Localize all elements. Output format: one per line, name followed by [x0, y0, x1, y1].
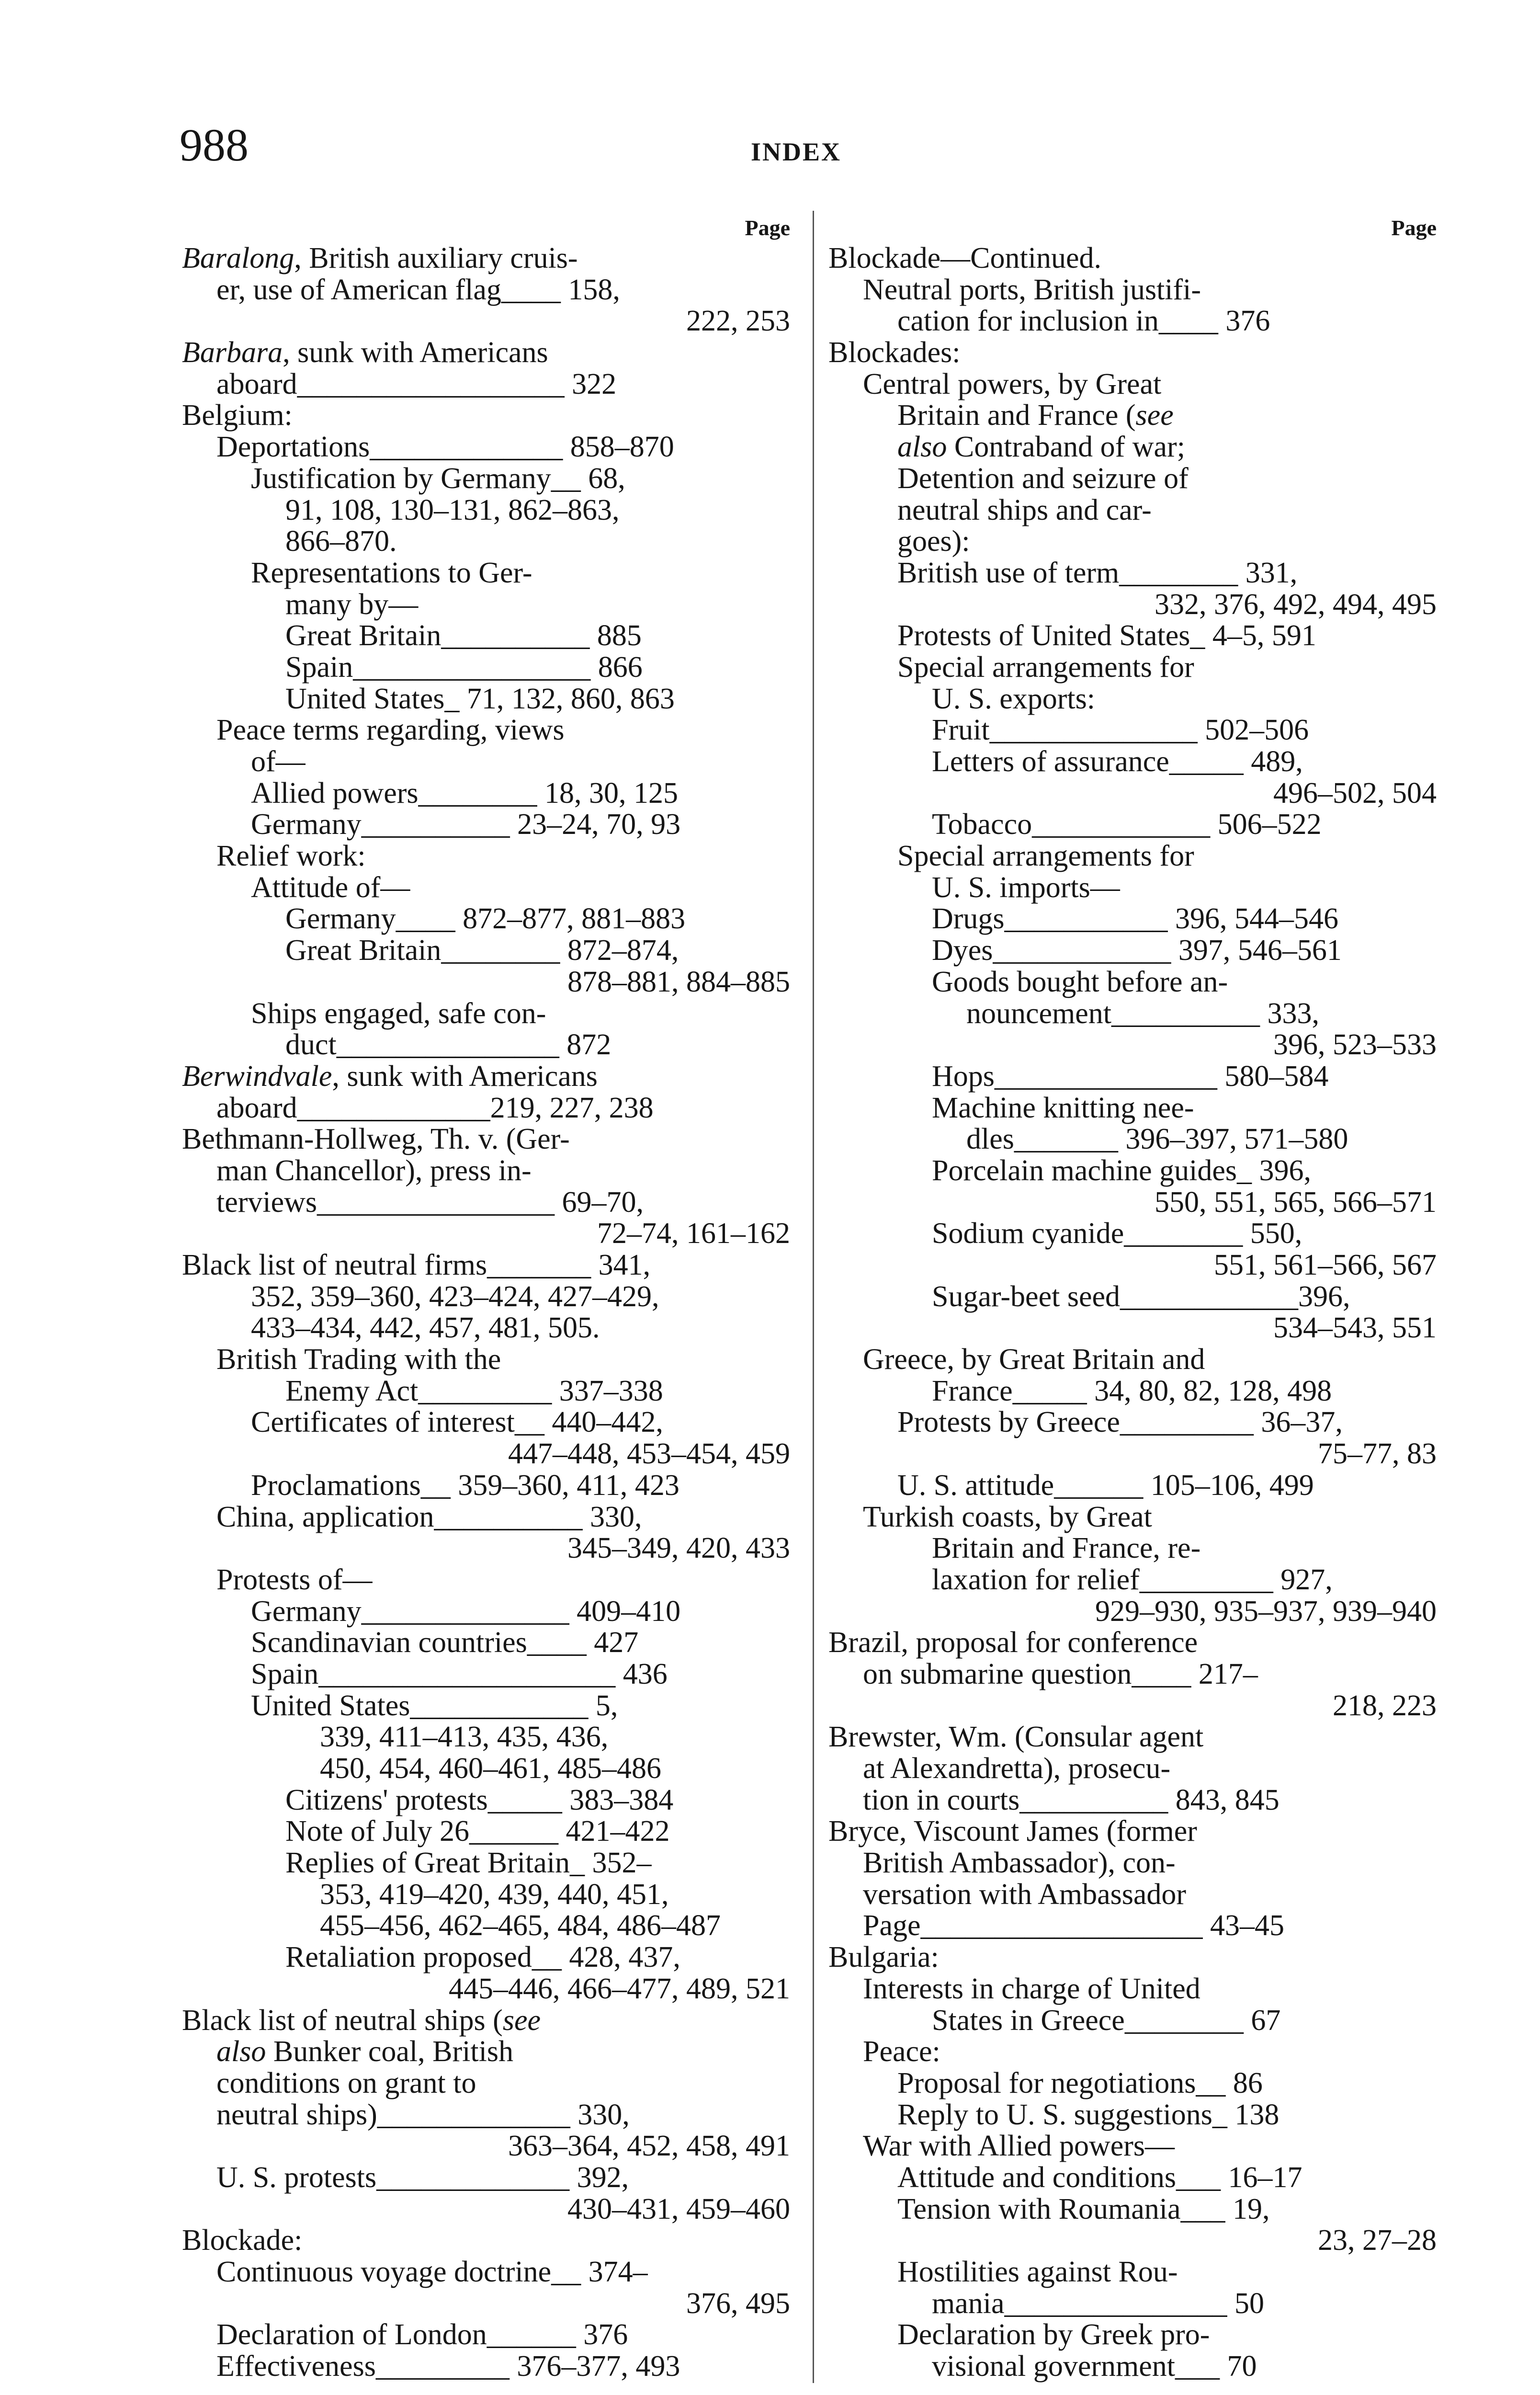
- index-line: Bethmann-Hollweg, Th. v. (Ger-: [182, 1123, 570, 1156]
- index-line: Replies of Great Britain_ 352–: [285, 1847, 652, 1880]
- index-line: 363–364, 452, 458, 491: [508, 2130, 790, 2163]
- index-line: also Contraband of war;: [897, 431, 1185, 464]
- index-line: terviews________________ 69–70,: [216, 1186, 644, 1219]
- index-line: Citizens' protests_____ 383–384: [285, 1783, 674, 1816]
- index-line: Peace:: [863, 2035, 940, 2068]
- index-line: Neutral ports, British justifi-: [863, 273, 1201, 306]
- index-line: Germany__________ 23–24, 70, 93: [251, 808, 681, 841]
- index-line: States in Greece________ 67: [932, 2004, 1281, 2037]
- index-line: Spain____________________ 436: [251, 1657, 668, 1690]
- index-line: 551, 561–566, 567: [1214, 1249, 1437, 1281]
- index-line: laxation for relief_________ 927,: [932, 1563, 1333, 1596]
- index-line: Reply to U. S. suggestions_ 138: [897, 2098, 1280, 2131]
- index-line: Proposal for negotiations__ 86: [897, 2066, 1263, 2099]
- index-line: Peace terms regarding, views: [216, 714, 565, 747]
- index-line: cation for inclusion in____ 376: [897, 305, 1270, 338]
- index-line: British Trading with the: [216, 1343, 501, 1376]
- index-line: Britain and France, re-: [932, 1532, 1201, 1565]
- index-line: er, use of American flag____ 158,: [216, 273, 620, 306]
- index-line: Central powers, by Great: [863, 367, 1162, 400]
- page-column-label: Page: [745, 216, 790, 240]
- column-divider: [813, 211, 814, 2383]
- index-line: Protests of—: [216, 1563, 373, 1596]
- index-line: Tension with Roumania___ 19,: [897, 2192, 1270, 2225]
- index-line: Sodium cyanide________ 550,: [932, 1217, 1302, 1250]
- index-line: 339, 411–413, 435, 436,: [320, 1721, 609, 1754]
- index-line: Brewster, Wm. (Consular agent: [828, 1721, 1204, 1754]
- index-line: Deportations_____________ 858–870: [216, 431, 674, 464]
- index-line: 496–502, 504: [1273, 776, 1437, 810]
- index-line: 445–446, 466–477, 489, 521: [449, 1972, 790, 2005]
- index-line: British use of term________ 331,: [897, 556, 1298, 589]
- index-line: 376, 495: [686, 2287, 790, 2320]
- index-line: Protests of United States_ 4–5, 591: [897, 619, 1316, 652]
- index-line: Special arrangements for: [897, 650, 1194, 684]
- index-line: Berwindvale, sunk with Americans: [182, 1060, 598, 1093]
- index-line: United States____________ 5,: [251, 1689, 618, 1722]
- index-line: 23, 27–28: [1318, 2224, 1437, 2257]
- index-line: 866–870.: [285, 525, 397, 558]
- index-line: 72–74, 161–162: [597, 1217, 790, 1250]
- index-line: Machine knitting nee-: [932, 1091, 1194, 1124]
- index-line: Retaliation proposed__ 428, 437,: [285, 1941, 680, 1974]
- index-line: 332, 376, 492, 494, 495: [1155, 588, 1437, 621]
- index-column-right: [828, 213, 1437, 2383]
- index-line: conditions on grant to: [216, 2066, 476, 2099]
- index-line: 75–77, 83: [1318, 1437, 1437, 1471]
- index-line: 353, 419–420, 439, 440, 451,: [320, 1878, 669, 1911]
- index-line: duct_______________ 872: [285, 1028, 611, 1061]
- index-line: 352, 359–360, 423–424, 427–429,: [251, 1280, 659, 1313]
- index-line: Hops_______________ 580–584: [932, 1060, 1329, 1093]
- index-line: Greece, by Great Britain and: [863, 1343, 1205, 1376]
- page-column-label: Page: [1391, 216, 1437, 240]
- index-line: Bryce, Viscount James (former: [828, 1815, 1197, 1848]
- index-line: 878–881, 884–885: [567, 965, 790, 998]
- index-line: Germany______________ 409–410: [251, 1595, 681, 1628]
- index-line: United States_ 71, 132, 860, 863: [285, 682, 675, 715]
- index-line: Declaration of London______ 376: [216, 2318, 628, 2351]
- index-line: Bulgaria:: [828, 1941, 939, 1974]
- index-line: 91, 108, 130–131, 862–863,: [285, 493, 620, 526]
- index-line: Blockade—Continued.: [828, 242, 1101, 274]
- index-line: Drugs___________ 396, 544–546: [932, 902, 1339, 935]
- index-line: Proclamations__ 359–360, 411, 423: [251, 1469, 679, 1502]
- index-line: aboard__________________ 322: [216, 367, 617, 400]
- index-line: neutral ships)_____________ 330,: [216, 2098, 630, 2131]
- index-line: Page___________________ 43–45: [863, 1909, 1285, 1942]
- index-line: 550, 551, 565, 566–571: [1155, 1186, 1437, 1219]
- index-line: Justification by Germany__ 68,: [251, 462, 625, 495]
- index-line: versation with Ambassador: [863, 1878, 1187, 1911]
- index-line: 447–448, 453–454, 459: [508, 1437, 790, 1471]
- index-line: Scandinavian countries____ 427: [251, 1626, 639, 1659]
- index-line: man Chancellor), press in-: [216, 1154, 532, 1187]
- index-line: Belgium:: [182, 399, 293, 432]
- index-line: Great Britain__________ 885: [285, 619, 642, 652]
- index-line: Blockades:: [828, 336, 961, 369]
- index-line: Letters of assurance_____ 489,: [932, 745, 1303, 778]
- index-line: 534–543, 551: [1273, 1312, 1437, 1345]
- index-line: dles_______ 396–397, 571–580: [966, 1123, 1348, 1156]
- index-line: Special arrangements for: [897, 840, 1194, 873]
- index-line: Enemy Act_________ 337–338: [285, 1374, 663, 1407]
- index-line: aboard_____________219, 227, 238: [216, 1091, 654, 1124]
- index-line: 455–456, 462–465, 484, 486–487: [320, 1909, 721, 1942]
- index-line: tion in courts__________ 843, 845: [863, 1783, 1280, 1816]
- index-line: Interests in charge of United: [863, 1972, 1200, 2005]
- index-line: 345–349, 420, 433: [567, 1532, 790, 1565]
- index-line: goes):: [897, 525, 970, 558]
- index-line: 218, 223: [1333, 1689, 1437, 1722]
- index-line: 433–434, 442, 457, 481, 505.: [251, 1312, 600, 1345]
- index-line: also Bunker coal, British: [216, 2035, 513, 2068]
- index-line: neutral ships and car-: [897, 493, 1152, 526]
- index-line: War with Allied powers—: [863, 2130, 1175, 2163]
- index-line: many by—: [285, 588, 419, 621]
- index-line: Black list of neutral firms_______ 341,: [182, 1249, 651, 1281]
- index-line: 929–930, 935–937, 939–940: [1095, 1595, 1437, 1628]
- index-line: Protests by Greece_________ 36–37,: [897, 1406, 1343, 1439]
- index-line: Great Britain________ 872–874,: [285, 934, 679, 967]
- index-line: Allied powers________ 18, 30, 125: [251, 776, 679, 810]
- index-line: U. S. exports:: [932, 682, 1095, 715]
- index-line: nouncement__________ 333,: [966, 997, 1320, 1030]
- index-line: on submarine question____ 217–: [863, 1657, 1258, 1690]
- page-title: INDEX: [751, 137, 842, 166]
- index-line: Barbara, sunk with Americans: [182, 336, 548, 369]
- page-number: 988: [180, 119, 249, 171]
- index-line: Ships engaged, safe con-: [251, 997, 546, 1030]
- index-line: British Ambassador), con-: [863, 1847, 1176, 1880]
- index-line: Hostilities against Rou-: [897, 2256, 1178, 2288]
- index-line: Representations to Ger-: [251, 556, 532, 589]
- index-line: mania_______________ 50: [932, 2287, 1264, 2320]
- index-line: Fruit______________ 502–506: [932, 714, 1309, 747]
- index-line: Germany____ 872–877, 881–883: [285, 902, 686, 935]
- index-line: Britain and France (see: [897, 399, 1174, 432]
- index-line: Sugar-beet seed____________396,: [932, 1280, 1350, 1313]
- index-line: Detention and seizure of: [897, 462, 1189, 495]
- index-line: Tobacco____________ 506–522: [932, 808, 1322, 841]
- index-line: U. S. imports—: [932, 871, 1120, 904]
- index-line: Certificates of interest__ 440–442,: [251, 1406, 663, 1439]
- index-line: 222, 253: [686, 305, 790, 338]
- index-line: Turkish coasts, by Great: [863, 1500, 1152, 1533]
- index-line: Relief work:: [216, 840, 366, 873]
- index-line: of—: [251, 745, 306, 778]
- index-line: France_____ 34, 80, 82, 128, 498: [932, 1374, 1332, 1407]
- index-line: China, application__________ 330,: [216, 1500, 642, 1533]
- index-line: 430–431, 459–460: [567, 2192, 790, 2225]
- index-line: Goods bought before an-: [932, 965, 1228, 998]
- index-line: U. S. attitude______ 105–106, 499: [897, 1469, 1314, 1502]
- index-line: at Alexandretta), prosecu-: [863, 1752, 1171, 1785]
- index-line: Brazil, proposal for conference: [828, 1626, 1198, 1659]
- index-line: Black list of neutral ships (see: [182, 2004, 541, 2037]
- index-line: Porcelain machine guides_ 396,: [932, 1154, 1312, 1187]
- index-line: Blockade:: [182, 2224, 303, 2257]
- index-line: Continuous voyage doctrine__ 374–: [216, 2256, 648, 2288]
- index-line: Attitude of—: [251, 871, 410, 904]
- index-line: Baralong, British auxiliary cruis-: [182, 242, 578, 274]
- index-line: U. S. protests_____________ 392,: [216, 2161, 629, 2194]
- index-line: Attitude and conditions___ 16–17: [897, 2161, 1302, 2194]
- index-line: Note of July 26______ 421–422: [285, 1815, 670, 1848]
- index-column-left: [182, 213, 790, 2383]
- index-line: visional government___ 70: [932, 2350, 1257, 2383]
- index-line: 396, 523–533: [1273, 1028, 1437, 1061]
- index-line: Effectiveness_________ 376–377, 493: [216, 2350, 680, 2383]
- index-line: Declaration by Greek pro-: [897, 2318, 1210, 2351]
- index-line: Dyes____________ 397, 546–561: [932, 934, 1342, 967]
- index-line: 450, 454, 460–461, 485–486: [320, 1752, 661, 1785]
- index-line: Spain________________ 866: [285, 650, 643, 684]
